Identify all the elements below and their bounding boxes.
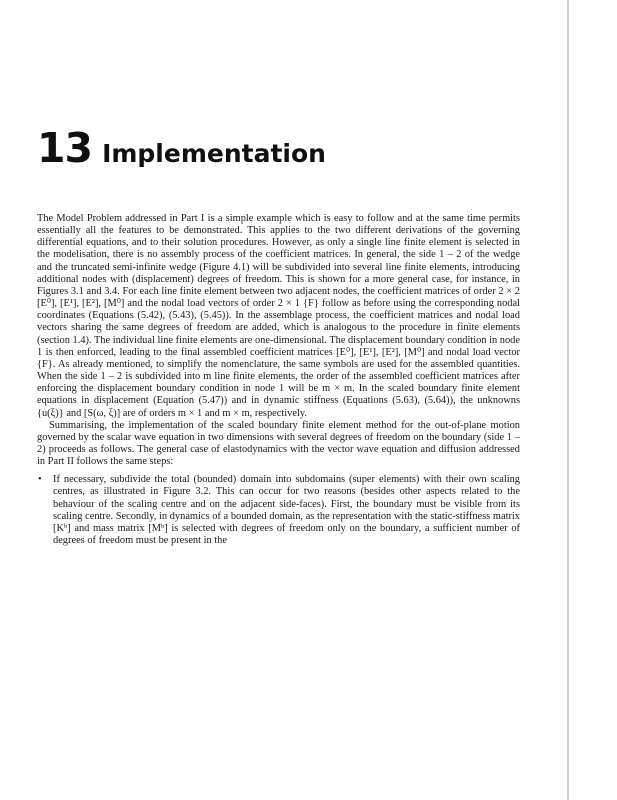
chapter-number: 13	[37, 124, 93, 172]
bullet-item	[37, 474, 520, 547]
bullet-list	[37, 474, 520, 547]
bullet-text: If necessary, subdivide the total (bounded) domain into subdomains (super elements) with their own scaling centres, as illustrated in Figure 3.2. This can occur for two reasons (besides other aspects related to the behaviour of the scaling centre and on the adjacent side-faces). First, the boundary must be visible from its scaling centre. Secondly, in dynamics of a bounded domain, as the representation with the static-stiffness matrix [Kᵇ] and mass matrix [Mᵇ] is selected with degrees of freedom only on the boundary, a sufficient number of degrees of freedom must be present in the	[53, 474, 520, 547]
body-text	[37, 213, 520, 547]
page-margin	[569, 0, 617, 800]
chapter-heading	[37, 124, 326, 172]
bullet-icon: •	[38, 474, 42, 486]
paragraph: Summarising, the implementation of the scaled boundary finite element method for the out-of-plane motion governed by the scalar wave equation in two dimensions with several degrees of freedom on the boundary (side 1 – 2) proceeds as follows. The general case of elastodynamics with the vector wave equation and diffusion addressed in Part II follows the same steps:	[37, 419, 520, 468]
chapter-title: Implementation	[102, 139, 326, 168]
paragraph: The Model Problem addressed in Part I is a simple example which is easy to follow and at the same time permits essentially all the features to be demonstrated. This applies to the two different derivations of the governing differential equations, and to their solution procedures. However, as only a single line finite element is selected in the modelisation, there is no assembly process of the coefficient matrices. In general, the side 1 – 2 of the wedge and the truncated semi-infinite wedge (Figure 4.1) will be subdivided into several line finite elements, introducing additional nodes with (displacement) degrees of freedom. This is shown for a more general case, for instance, in Figures 3.1 and 3.4. For each line finite element between two adjacent nodes, the coefficient matrices of order 2 × 2 [E⁰], [E¹], [E²], [M⁰] and the nodal load vectors of order 2 × 1 {F} follow as before using the corresponding nodal coordinates (Equations (5.42), (5.43), (5.45)). In the assemblage process, the coefficient matrices and nodal load vectors sharing the same degrees of freedom are added, which is analogous to the procedure in finite elements (section 1.4). The individual line finite elements are one-dimensional. The displacement boundary condition in node 1 is then enforced, leading to the final assembled coefficient matrices [E⁰], [E¹], [E²], [M⁰] and nodal load vector {F}. As already mentioned, to simplify the nomenclature, the same symbols are used for the assembled quantities. When the side 1 – 2 is subdivided into m line finite elements, the order of the assembled coefficient matrices after enforcing the displacement boundary condition in node 1 will be m × m. In the scaled boundary finite element equations in displacement (Equation (5.47)) and in dynamic stiffness (Equations (5.63), (5.64)), the unknowns {u(ξ)} and [S(ω, ξ)] are of orders m × 1 and m × m, respectively.	[37, 213, 520, 419]
